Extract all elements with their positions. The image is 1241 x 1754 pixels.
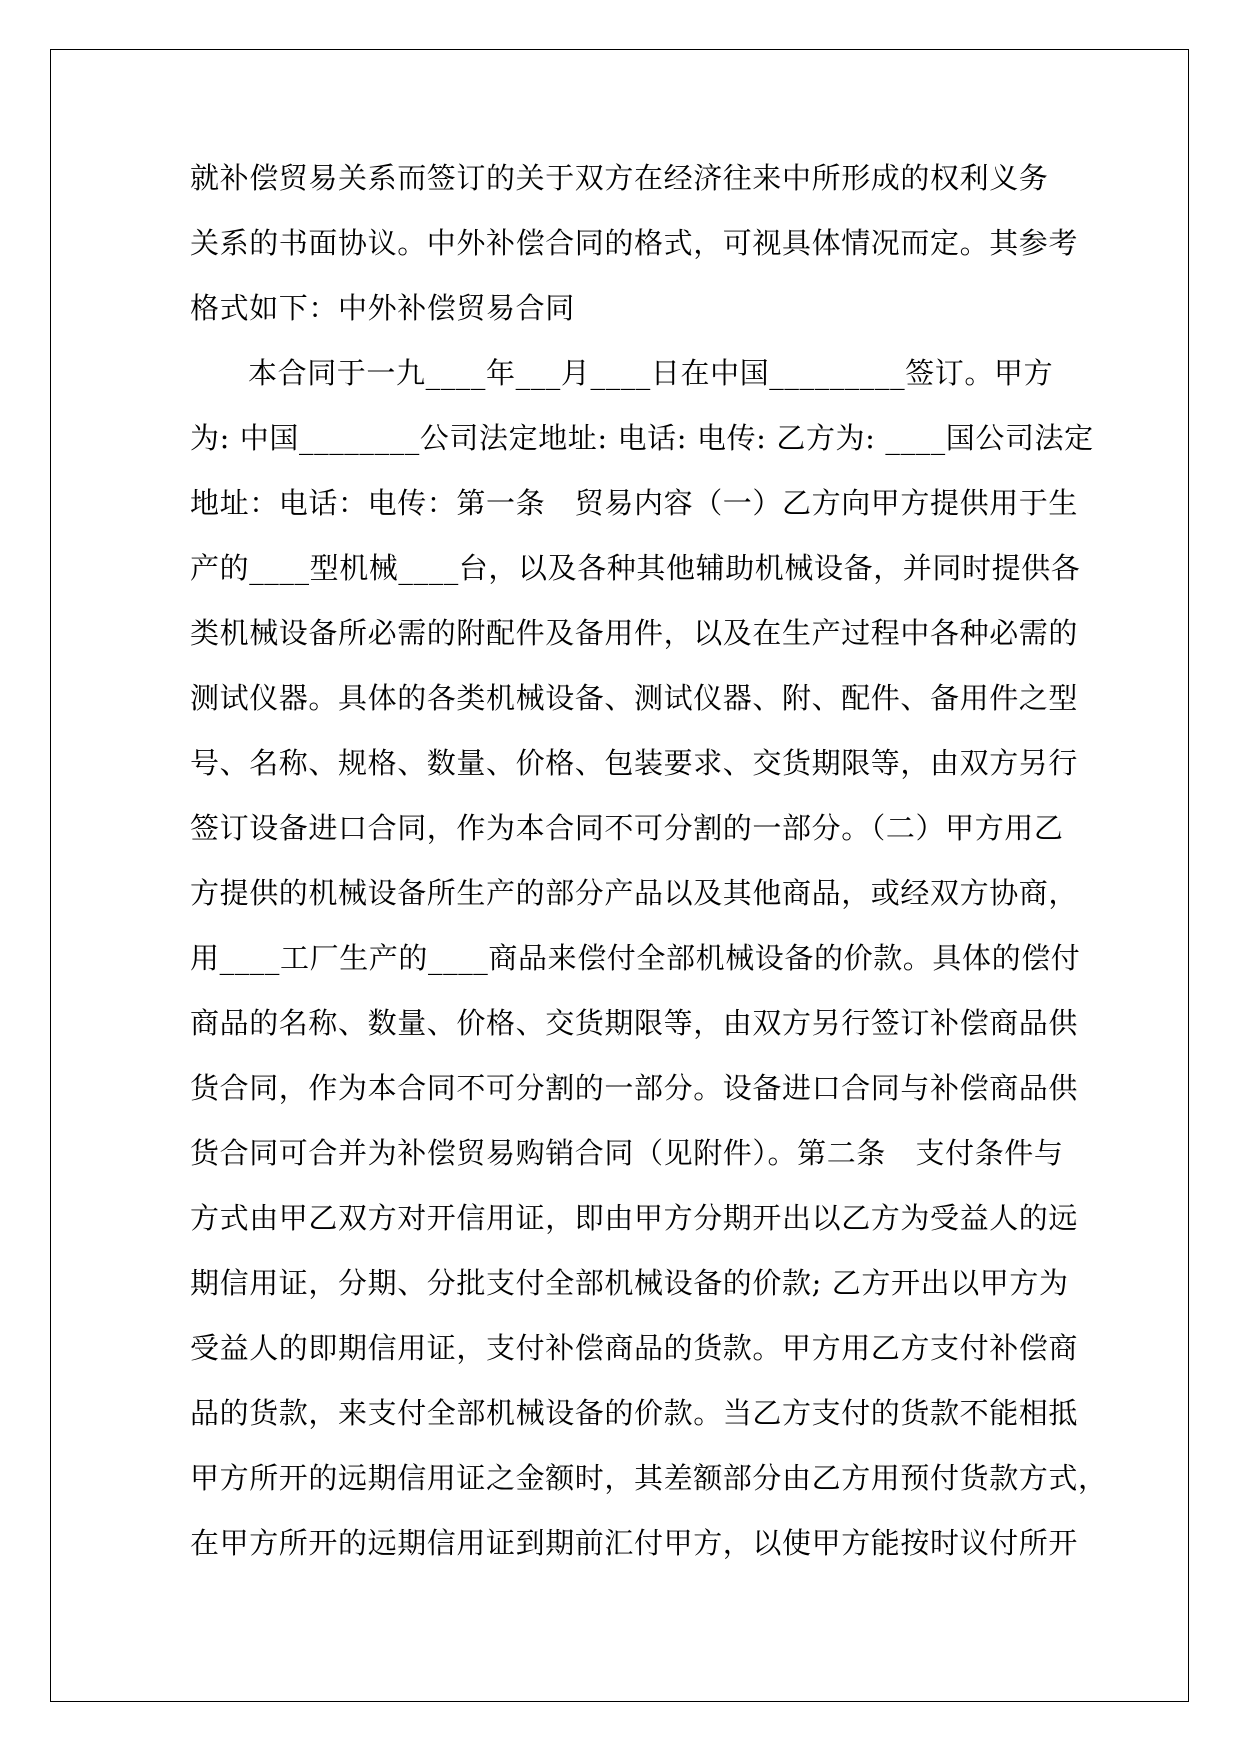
text-line: 类机械设备所必需的附配件及备用件，以及在生产过程中各种必需的: [190, 616, 1079, 650]
text-line: 签订设备进口合同，作为本合同不可分割的一部分。（二）甲方用乙: [190, 811, 1064, 845]
text-line: 就补偿贸易关系而签订的关于双方在经济往来中所形成的权利义务: [190, 161, 1049, 195]
text-line: 用____工厂生产的____商品来偿付全部机械设备的价款。具体的偿付: [190, 941, 1081, 975]
text-line: 格式如下：中外补偿贸易合同: [190, 291, 575, 325]
text-line: 地址：电话：电传：第一条 贸易内容（一）乙方向甲方提供用于生: [190, 486, 1079, 520]
text-line: 甲方所开的远期信用证之金额时，其差额部分由乙方用预付货款方式，: [190, 1461, 1108, 1495]
text-line: 期信用证，分期、分批支付全部机械设备的价款; 乙方开出以甲方为: [190, 1266, 1069, 1300]
text-line: 产的____型机械____台，以及各种其他辅助机械设备，并同时提供各: [190, 551, 1081, 585]
text-line: 品的货款，来支付全部机械设备的价款。当乙方支付的货款不能相抵: [190, 1396, 1079, 1430]
document-body: [190, 160, 1108, 1590]
text-line: 方式由甲乙双方对开信用证，即由甲方分期开出以乙方为受益人的远: [190, 1201, 1079, 1235]
text-line: 货合同可合并为补偿贸易购销合同（见附件）。第二条 支付条件与: [190, 1136, 1064, 1170]
text-line: 在甲方所开的远期信用证到期前汇付甲方，以使甲方能按时议付所开: [190, 1526, 1079, 1560]
paragraph-first-line: 本合同于一九____年___月____日在中国_________签订。甲方: [248, 356, 1054, 390]
text-line: 关系的书面协议。中外补偿合同的格式，可视具体情况而定。其参考: [190, 226, 1079, 260]
text-line: 方提供的机械设备所生产的部分产品以及其他商品，或经双方协商，: [190, 876, 1079, 910]
text-line: 货合同，作为本合同不可分割的一部分。设备进口合同与补偿商品供: [190, 1071, 1079, 1105]
text-line: 号、名称、规格、数量、价格、包装要求、交货期限等，由双方另行: [190, 746, 1079, 780]
text-line: 为: 中国________公司法定地址: 电话: 电传: 乙方为: ____国公司法定: [190, 421, 1094, 455]
text-line: 测试仪器。具体的各类机械设备、测试仪器、附、配件、备用件之型: [190, 681, 1079, 715]
text-line: 商品的名称、数量、价格、交货期限等，由双方另行签订补偿商品供: [190, 1006, 1079, 1040]
text-line: 受益人的即期信用证，支付补偿商品的货款。甲方用乙方支付补偿商: [190, 1331, 1079, 1365]
